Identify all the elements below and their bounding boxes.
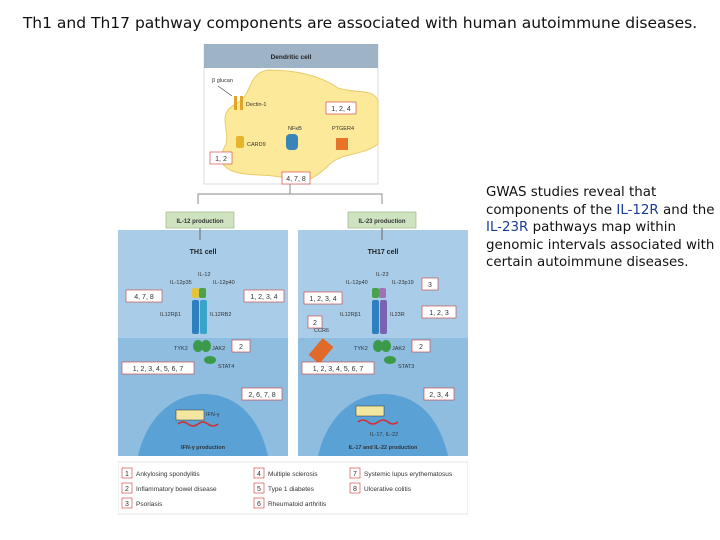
code-th17-p19: 3 [428, 282, 432, 289]
th1-footer: IFN-γ production [181, 445, 225, 451]
il12rb2-shape [200, 300, 207, 334]
dc-title: Dendritic cell [270, 54, 312, 61]
il23-production-label: IL-23 production [358, 219, 406, 225]
il17-il22-label: IL-17, IL-22 [370, 432, 399, 438]
legend-disease-label: Inflammatory bowel disease [136, 486, 217, 493]
il12p35-label: IL-12p35 [170, 280, 192, 286]
legend-disease-label: Ulcerative colitis [364, 486, 411, 493]
legend-disease-label: Type 1 diabetes [268, 486, 314, 493]
stat3-label: STAT3 [398, 364, 415, 370]
il12rb2-label: IL12RB2 [210, 312, 232, 318]
code-th1-rb1: 4, 7, 8 [134, 294, 154, 301]
legend-disease-label: Systemic lupus erythematosus [364, 471, 453, 478]
dectin-receptor-2 [240, 96, 243, 110]
il12p40-label: IL-12p40 [213, 280, 235, 286]
code-th1-stat: 2, 6, 7, 8 [248, 392, 276, 399]
code-card9: 1, 2 [215, 156, 227, 163]
code-th1-rb2: 1, 2, 3, 4 [250, 294, 278, 301]
legend-number: 8 [353, 486, 357, 493]
legend-number: 6 [257, 501, 261, 508]
il12rb1-right-shape [372, 300, 379, 334]
card9-shape [236, 136, 244, 148]
caption-part-3: pathways map within genomic intervals associated with certain autoimmune diseases. [486, 220, 715, 271]
dectin-label: Dectin-1 [246, 102, 267, 108]
dectin-receptor [234, 96, 237, 110]
legend-number: 1 [125, 471, 129, 478]
th1-dna [176, 410, 204, 420]
code-nfkb: 4, 7, 8 [286, 176, 306, 183]
il12rb1-label: IL12Rβ1 [160, 312, 181, 318]
legend-number: 3 [125, 501, 129, 508]
il12p40-shape [199, 288, 206, 298]
caption-part-2: and the [658, 202, 715, 218]
il23r-label: IL23R [390, 312, 405, 318]
branch-connector [198, 194, 382, 204]
legend-number: 4 [257, 471, 261, 478]
legend-disease-label: Ankylosing spondylitis [136, 471, 200, 478]
code-th17-r23: 1, 2, 3 [429, 310, 449, 317]
il23p19-shape [379, 288, 386, 298]
jak2-right-shape [381, 340, 391, 352]
nfkb-label: NFκB [288, 126, 302, 132]
stat3-shape [384, 356, 396, 364]
legend-number: 7 [353, 471, 357, 478]
th17-cell-title: TH17 cell [367, 249, 399, 256]
code-th17-ccr6: 2 [313, 320, 317, 327]
ptger4-shape [336, 138, 348, 150]
il12p40-right-label: IL-12p40 [346, 280, 368, 286]
slide-title: Th1 and Th17 pathway components are associated with human autoimmune diseases. [22, 14, 698, 32]
il23r-term: IL-23R [486, 220, 529, 236]
jak2-right-label: JAK2 [392, 346, 406, 352]
legend-disease-label: Psoriasis [136, 501, 163, 508]
jak2-shape [201, 340, 211, 352]
code-th1-tyk2: 1, 2, 3, 4, 5, 6, 7 [132, 366, 184, 373]
il12rb1-right-label: IL12Rβ1 [340, 312, 361, 318]
code-th17-stat: 2, 3, 4 [429, 392, 449, 399]
ccr6-label: CCR6 [314, 328, 329, 334]
stat4-label: STAT4 [218, 364, 235, 370]
beta-glucan-label: β glucan [212, 78, 233, 84]
il23-label: IL-23 [376, 272, 389, 278]
code-th1-jak2: 2 [239, 344, 243, 351]
ifng-label: IFN-γ [206, 412, 220, 418]
code-th17-jak2: 2 [419, 344, 423, 351]
il23p19-label: IL-23p19 [392, 280, 414, 286]
ptger4-label: PTGER4 [332, 126, 355, 132]
stat4-shape [204, 356, 216, 364]
il12p40-right-shape [372, 288, 379, 298]
il12-production-label: IL-12 production [176, 219, 224, 225]
legend-disease-label: Multiple sclerosis [268, 471, 318, 478]
pathway-figure [118, 44, 468, 516]
th17-dna [356, 406, 384, 416]
il23r-shape [380, 300, 387, 334]
il12-label: IL-12 [198, 272, 211, 278]
legend-number: 5 [257, 486, 261, 493]
il12p35-shape [192, 288, 199, 298]
caption-part-1: GWAS studies reveal that components of the [486, 185, 657, 218]
legend-number: 2 [125, 486, 129, 493]
code-th17-rb1: 1, 2, 3, 4 [309, 296, 337, 303]
caption-text [486, 184, 718, 272]
tyk2-right-label: TYK2 [354, 346, 368, 352]
code-ptger4: 1, 2, 4 [331, 106, 351, 113]
th1-cell-title: TH1 cell [189, 249, 217, 256]
legend-disease-label: Rheumatoid arthritis [268, 501, 327, 508]
tyk2-label: TYK2 [174, 346, 188, 352]
th17-footer: IL-17 and IL-22 production [348, 445, 418, 451]
il12r-term: IL-12R [616, 202, 659, 218]
code-th17-tyk2: 1, 2, 3, 4, 5, 6, 7 [312, 366, 364, 373]
card9-label: CARD9 [247, 142, 266, 148]
jak2-label: JAK2 [212, 346, 226, 352]
il12rb1-shape [192, 300, 199, 334]
nfkb-shape [286, 134, 298, 150]
